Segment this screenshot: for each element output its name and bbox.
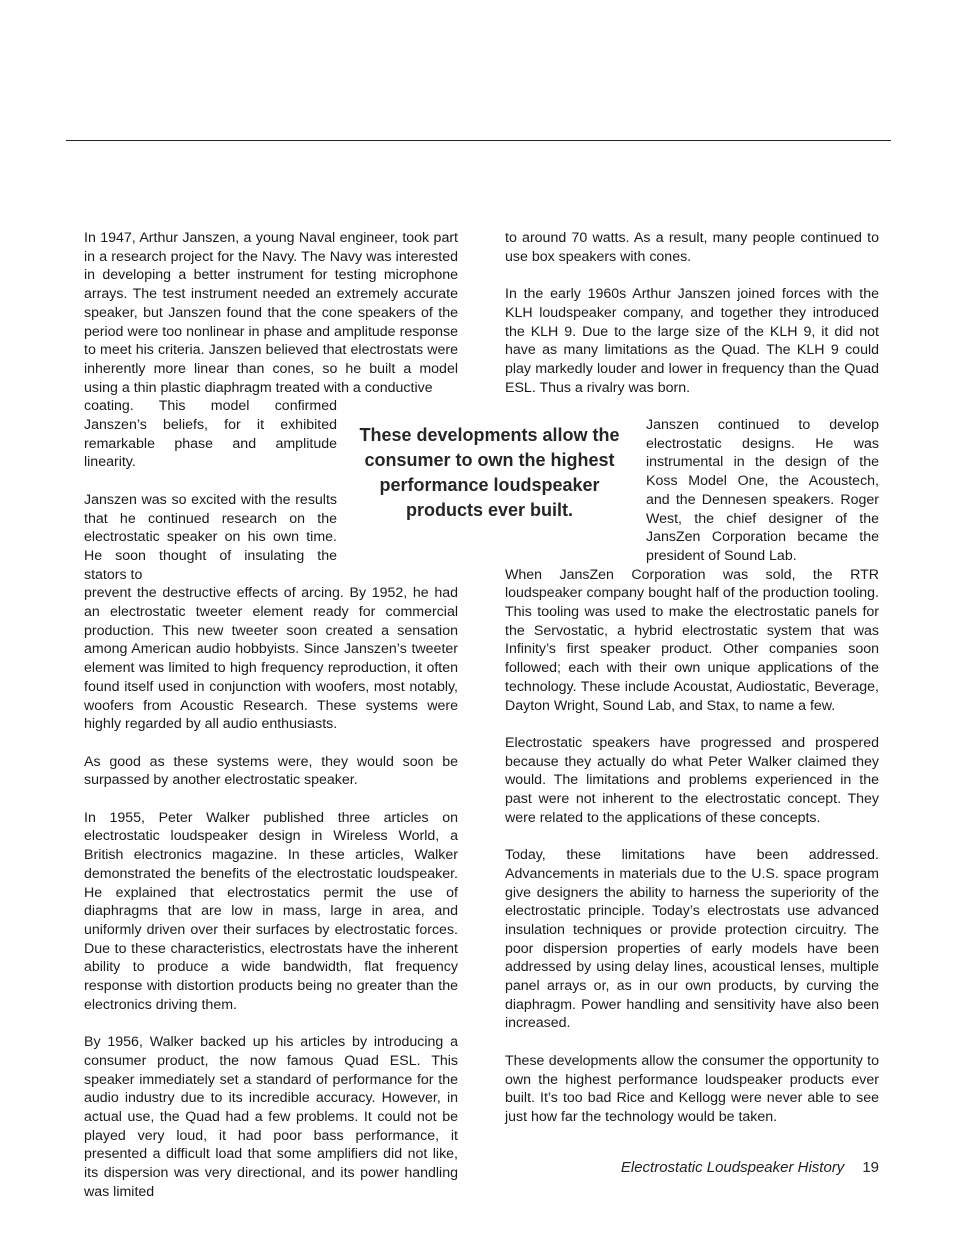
- text-janszen-continued-narrow: Janszen continued to develop electrostatic designs. He was instrumental in the design of the Koss Model One, the Acoustech, and the Dennesen speakers. Roger West, the chief designer of the JansZen Corporation became the president of Sound Lab.: [646, 417, 879, 564]
- paragraph-walker-1955: In 1955, Peter Walker published three articles on electrostatic loudspeaker design in Wireless World, a British electronics magazine. In these articles, Walker demonstrated the benefits of the electrostatic loudspeaker. He explained that electrostatics permit the use of diaphragms that are low in mass, large in area, and uniformly driven over their surfaces by electrostatic forces. Due to these characteristics, electrostats have the inherent ability to produce a wide bandwidth, flat frequency response with distortion products being no greater than the electronics driving them.: [84, 809, 458, 1013]
- page-footer: [621, 1159, 879, 1176]
- paragraph-70-watts: to around 70 watts. As a result, many people continued to use box speakers with cones.: [505, 230, 879, 265]
- paragraph-developments: These developments allow the consumer the opportunity to own the highest performance loudspeaker products ever built. It’s too bad Rice and Kellogg were never able to see just how far the technology would be taken.: [505, 1052, 879, 1125]
- right-column: [505, 229, 879, 1145]
- paragraph-progressed: Electrostatic speakers have progressed and prospered because they actually do what Peter Walker claimed they would. The limitations and problems experienced in the past were not inherent to the electrostatic concept. They were related to the applications of these concepts.: [505, 734, 879, 826]
- text-janszen-1947-full: In 1947, Arthur Janszen, a young Naval engineer, took part in a research project for the Navy. The Navy was interested in developing a better instrument for testing microphone arrays. The test instrument needed an extremely accurate speaker, but Janszen found that the cone speakers of the period were too nonlinear in phase and amplitude response to meet his criteria. Janszen believed that electrostats were inherently more linear than cones, so he built a model using a thin plastic diaphragm treated with a conductive: [84, 230, 458, 396]
- header-rule: [66, 140, 891, 141]
- footer-title: Electrostatic Loudspeaker History: [620, 1159, 845, 1176]
- paragraph-walker-1956: By 1956, Walker backed up his articles by introducing a consumer product, the now famous Quad ESL. This speaker immediately set a standard of performance for the audio industry due to its incredible accuracy. However, in actual use, the Quad had a few problems. It could not be played very loud, it had poor bass performance, it presented a difficult load that some amplifiers did not like, its dispersion was very directional, and its power handling was limited: [84, 1034, 458, 1200]
- text-janszen-research-narrow: Janszen was so excited with the results that he continued research on the electrostatic speaker on his own time. He soon thought of insulating the stators to: [84, 491, 337, 583]
- left-column: [84, 229, 458, 1220]
- paragraph-janszen-continued: [505, 416, 879, 715]
- page-number: 19: [862, 1159, 879, 1176]
- paragraph-janszen-research: [84, 491, 458, 734]
- text-janszen-continued-full: When JansZen Corporation was sold, the RTR loudspeaker company bought half of the production tooling. This tooling was used to make the electrostatic panels for the Servostatic, a hybrid electrostatic system that was Infinity’s first speaker product. Other companies soon followed; each with their own unique applications of the technology. These include Acoustat, Audiostatic, Beverage, Dayton Wright, Sound Lab, and Stax, to name a few.: [505, 566, 879, 714]
- paragraph-klh: In the early 1960s Arthur Janszen joined forces with the KLH loudspeaker company, and together they introduced the KLH 9. Due to the large size of the KLH 9, it did not have as many limitations as the Quad. The KLH 9 could play markedly louder and lower in frequency than the Quad ESL. Thus a rivalry was born.: [505, 286, 879, 396]
- paragraph-today: Today, these limitations have been addressed. Advancements in materials due to the U.S. space program give designers the ability to harness the superiority of the electrostatic principle. Today’s electrostats use advanced insulation techniques or provide protection circuitry. The poor dispersion properties of early models have been addressed by using delay lines, acoustical lenses, multiple panel arrays or, as in our own products, by curving the diaphragm. Power handling and sensitivity have also been increased.: [505, 847, 879, 1032]
- text-janszen-1947-narrow: coating. This model confirmed Janszen’s beliefs, for it exhibited remarkable phase and amplitude linearity.: [84, 398, 337, 471]
- paragraph-surpassed: As good as these systems were, they would soon be surpassed by another electrostatic speaker.: [84, 753, 458, 789]
- text-janszen-research-full: prevent the destructive effects of arcing. By 1952, he had an electrostatic tweeter element ready for commercial production. This new tweeter soon created a sensation among American audio hobbyists. Since Janszen’s tweeter element was limited to high frequency reproduction, it often found itself used in conjunction with woofers, most notably, woofers from Acoustic Research. These systems were highly regarded by all audio enthusiasts.: [84, 585, 458, 733]
- pull-quote: These developments allow the consumer to own the highest performance loudspeaker products ever built.: [359, 425, 620, 520]
